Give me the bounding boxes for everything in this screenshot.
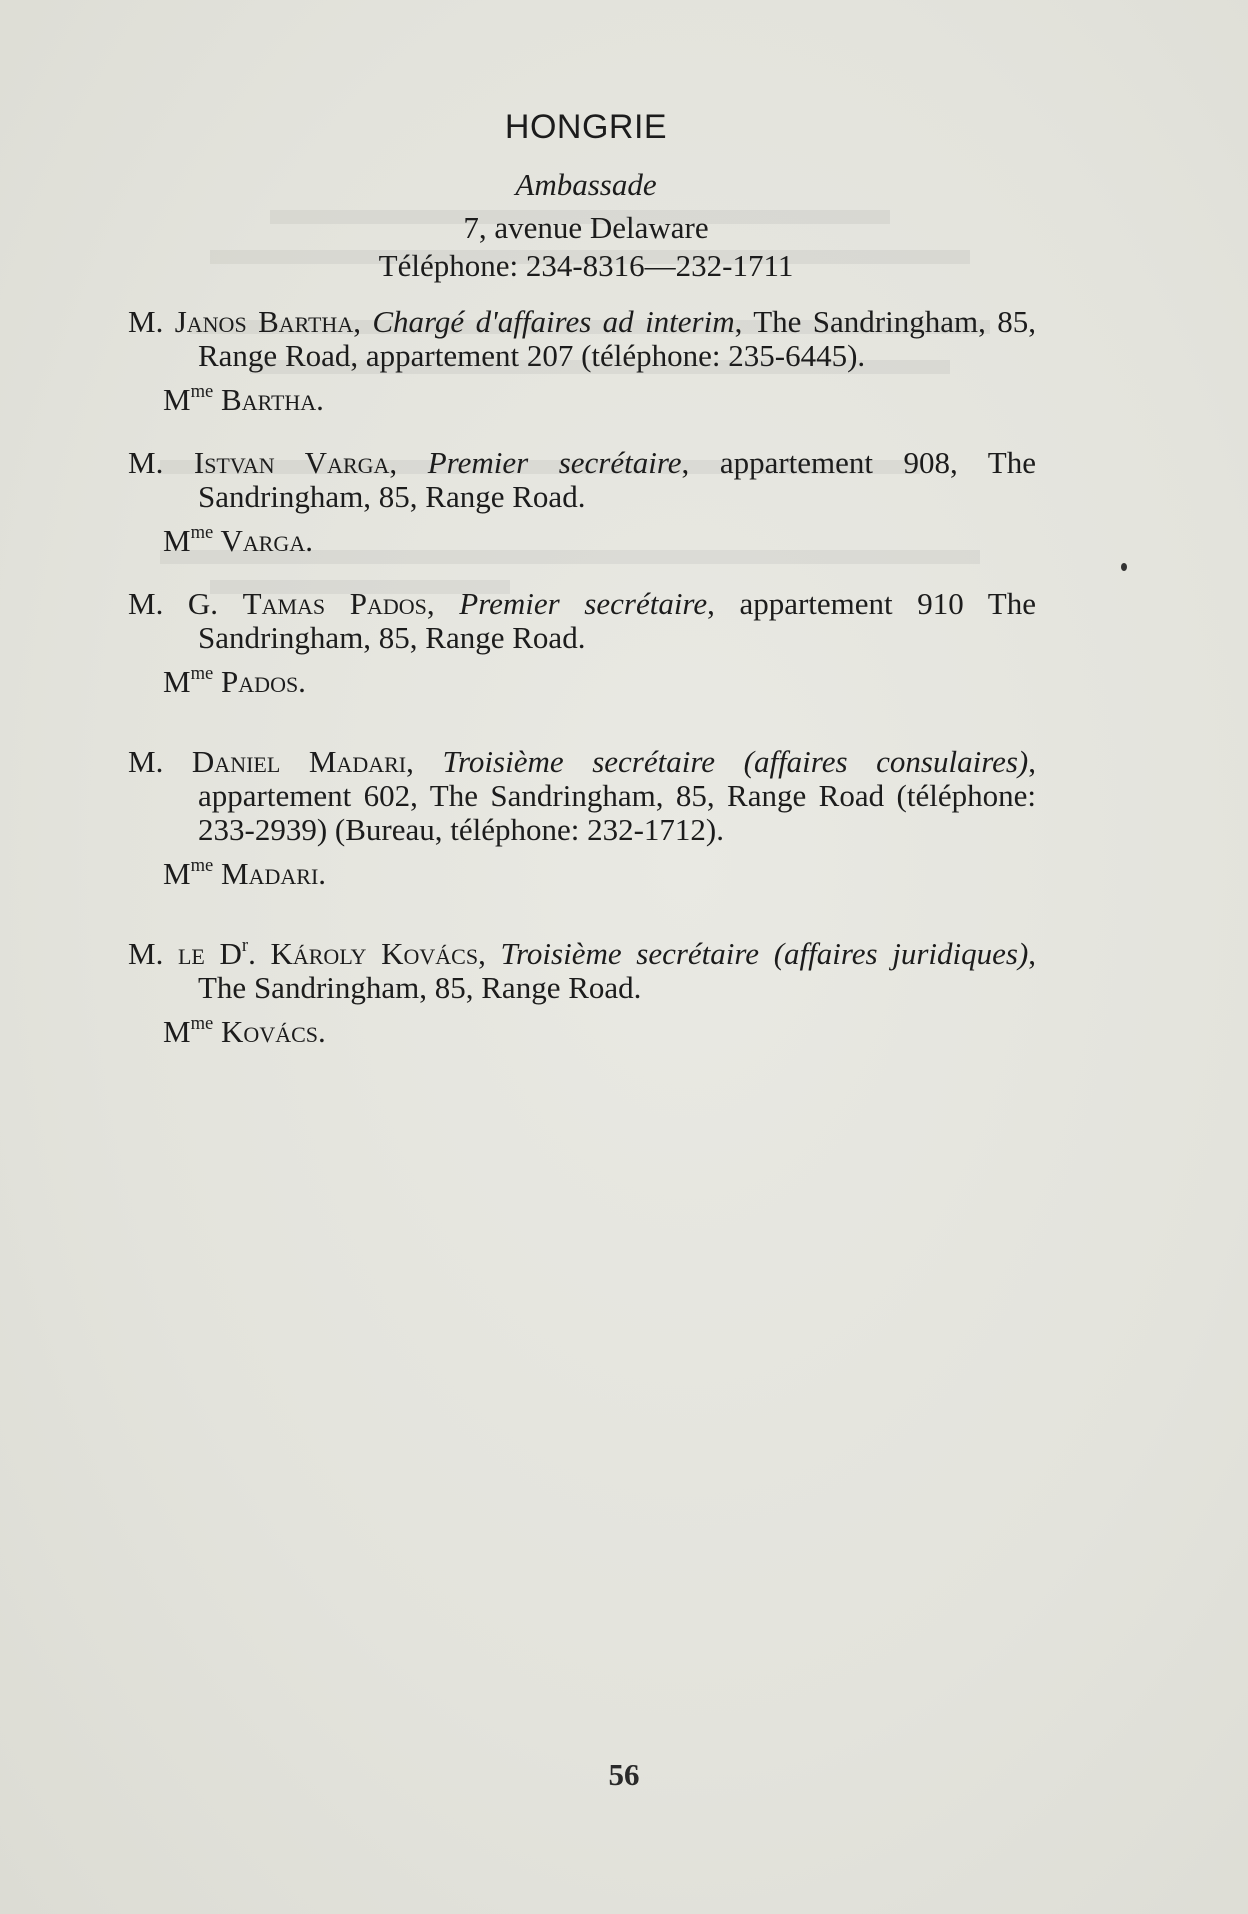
spouse-name: Pados. bbox=[213, 664, 306, 699]
spouse-prefix: M bbox=[163, 1014, 191, 1049]
page-number: 56 bbox=[608, 1757, 640, 1792]
entry-separator: , bbox=[389, 445, 428, 480]
staff-title: Premier secrétaire bbox=[427, 445, 682, 480]
staff-title: Chargé d'affaires ad interim bbox=[372, 304, 735, 339]
spouse-name: Bartha. bbox=[213, 382, 324, 417]
spouse-prefix: M bbox=[163, 523, 191, 558]
spouse-name: Madari. bbox=[213, 856, 327, 891]
staff-name: Daniel Madari bbox=[191, 744, 407, 779]
entry-separator: , bbox=[426, 586, 460, 621]
spacer bbox=[128, 417, 1036, 446]
staff-entry bbox=[128, 934, 1037, 1005]
spouse-entry bbox=[128, 662, 1036, 699]
staff-entry bbox=[128, 745, 1036, 847]
spouse-name: Varga. bbox=[213, 523, 313, 558]
spouse-superscript: me bbox=[190, 662, 214, 684]
staff-entry bbox=[128, 446, 1036, 514]
entry-separator: , bbox=[406, 744, 443, 779]
entry-separator: , bbox=[353, 304, 373, 339]
name-superscript: r bbox=[241, 934, 249, 956]
spouse-entry bbox=[128, 1012, 1036, 1049]
embassy-address: 7, avenue Delaware bbox=[463, 210, 709, 245]
spouse-entry bbox=[128, 854, 1036, 891]
staff-name: . Károly Kovács bbox=[248, 936, 479, 971]
entry-prefix: M. G. bbox=[128, 586, 243, 621]
spouse-superscript: me bbox=[190, 854, 214, 876]
spouse-entry bbox=[128, 521, 1036, 558]
staff-address: , appartement 908, The Sandringham, 85, Range Road. bbox=[198, 445, 1036, 514]
staff-name: Tamas Pados bbox=[242, 586, 427, 621]
spouse-prefix: M bbox=[163, 856, 191, 891]
spouse-prefix: M bbox=[163, 382, 191, 417]
spacer bbox=[128, 891, 1036, 937]
entry-prefix: M. bbox=[128, 744, 192, 779]
staff-address: , The Sandringham, 85, Range Road, appartement 207 (téléphone: 235-6445). bbox=[198, 304, 1036, 373]
ink-speck bbox=[1121, 563, 1127, 571]
entry-prefix: M. bbox=[128, 304, 175, 339]
staff-name: Janos Bartha bbox=[174, 304, 354, 339]
spouse-superscript: me bbox=[190, 521, 214, 543]
staff-title: Troisième secrétaire (affaires consulaires) bbox=[442, 744, 1029, 779]
staff-entry bbox=[128, 587, 1036, 655]
country-heading: HONGRIE bbox=[504, 108, 668, 146]
section-heading: Ambassade bbox=[515, 167, 657, 202]
embassy-listing bbox=[128, 108, 1036, 1049]
staff-address: , appartement 602, The Sandringham, 85, Range Road (téléphone: 233-2939) (Bureau, téléphone: 232-1712). bbox=[198, 744, 1036, 847]
spouse-name: Kovács. bbox=[213, 1014, 326, 1049]
staff-entry bbox=[128, 305, 1036, 373]
staff-name: Istvan Varga bbox=[193, 445, 390, 480]
staff-list bbox=[128, 305, 1036, 1049]
entry-prefix: M. bbox=[128, 445, 194, 480]
staff-address: , appartement 910 The Sandringham, 85, Range Road. bbox=[198, 586, 1036, 655]
spacer bbox=[128, 558, 1036, 587]
entry-prefix: M. bbox=[128, 936, 178, 971]
staff-title: Premier secrétaire bbox=[459, 586, 708, 621]
staff-address: , The Sandringham, 85, Range Road. bbox=[198, 936, 1037, 1005]
spacer bbox=[128, 699, 1036, 745]
spouse-entry bbox=[128, 380, 1036, 417]
embassy-telephone: Téléphone: 234-8316—232-1711 bbox=[378, 248, 794, 283]
entry-separator: , bbox=[478, 936, 501, 971]
staff-title: Troisième secrétaire (affaires juridiques) bbox=[500, 936, 1029, 971]
staff-name-prefix: le D bbox=[177, 936, 242, 971]
spouse-superscript: me bbox=[190, 380, 214, 402]
spouse-prefix: M bbox=[163, 664, 191, 699]
spouse-superscript: me bbox=[190, 1012, 214, 1034]
